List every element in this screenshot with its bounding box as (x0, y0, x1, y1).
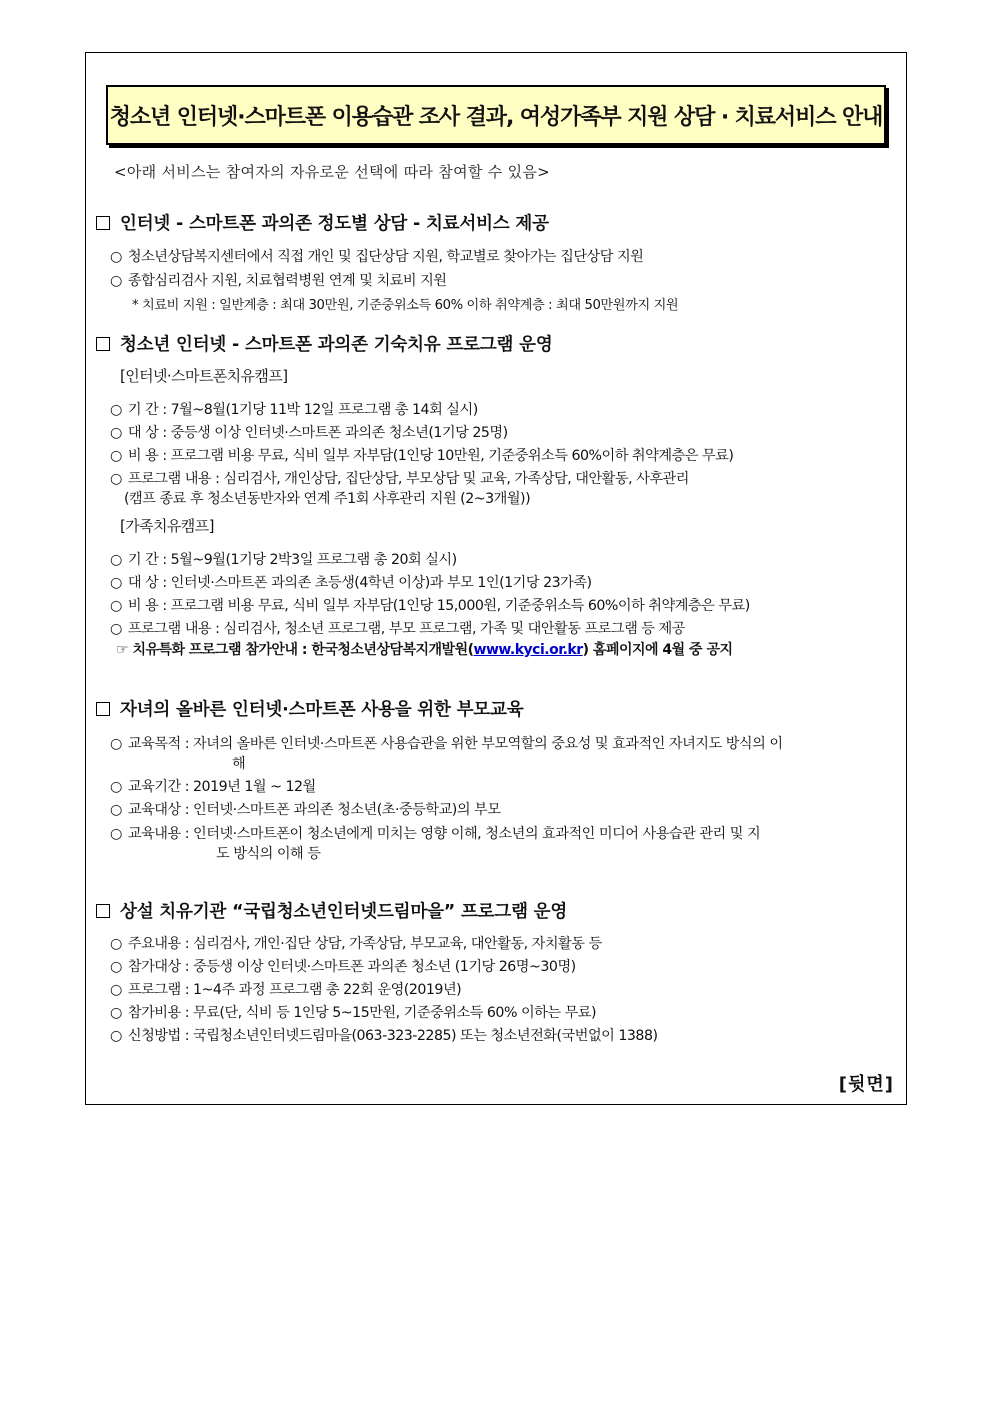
circle-bullet-icon: ○ (110, 402, 122, 418)
list-item: ○ 교육내용 : 인터넷·스마트폰이 청소년에게 미치는 영향 이해, 청소년의 효과적인 미디어 사용습관 관리 및 지 (110, 826, 761, 842)
circle-bullet-icon: ○ (110, 273, 122, 289)
list-item: ○ 청소년상담복지센터에서 직접 개인 및 집단상담 지원, 학교별로 찾아가는 집단상담 지원 (110, 249, 644, 265)
list-item: ○ 대 상 : 인터넷·스마트폰 과의존 초등생(4학년 이상)과 부모 1인(1기당 23가족) (110, 575, 592, 591)
checkbox-square-icon (96, 904, 110, 918)
circle-bullet-icon: ○ (110, 471, 122, 487)
list-item: ○ 참가비용 : 무료(단, 식비 등 1인당 5~15만원, 기준중위소득 60% 이하는 무료) (110, 1005, 597, 1021)
checkbox-square-icon (96, 337, 110, 351)
list-item: ○ 주요내용 : 심리검사, 개인·집단 상담, 가족상담, 부모교육, 대안활동, 자치활동 등 (110, 936, 602, 952)
camp-label-internet: [인터넷·스마트폰치유캠프] (120, 367, 288, 385)
circle-bullet-icon: ○ (110, 575, 122, 591)
circle-bullet-icon: ○ (110, 826, 122, 842)
list-item: ○ 교육대상 : 인터넷·스마트폰 과의존 청소년(초·중등학교)의 부모 (110, 802, 501, 818)
circle-bullet-icon: ○ (110, 1028, 122, 1044)
circle-bullet-icon: ○ (110, 936, 122, 952)
checkbox-square-icon (96, 216, 110, 230)
camp-label-family: [가족치유캠프] (120, 517, 214, 535)
circle-bullet-icon: ○ (110, 982, 122, 998)
back-page-label: [뒷면] (838, 1074, 894, 1095)
circle-bullet-icon: ○ (110, 621, 122, 637)
circle-bullet-icon: ○ (110, 959, 122, 975)
list-item: ○ 종합심리검사 지원, 치료협력병원 연계 및 치료비 지원 (110, 273, 447, 289)
circle-bullet-icon: ○ (110, 552, 122, 568)
list-item: ○ 참가대상 : 중등생 이상 인터넷·스마트폰 과의존 청소년 (1기당 26명~30명) (110, 959, 576, 975)
list-item: ○ 대 상 : 중등생 이상 인터넷·스마트폰 과의존 청소년(1기당 25명) (110, 425, 508, 441)
pointing-hand-icon: ☞ (116, 642, 129, 658)
section-heading-parent-education: 자녀의 올바른 인터넷·스마트폰 사용을 위한 부모교육 (96, 696, 523, 721)
program-info-notice: ☞ 치유특화 프로그램 참가안내 : 한국청소년상담복지개발원(www.kyci.or.kr) 홈페이지에 4월 중 공지 (116, 642, 733, 658)
section-heading-dream-village: 상설 치유기관 “국립청소년인터넷드림마을” 프로그램 운영 (96, 898, 567, 923)
list-item: ○ 프로그램 내용 : 심리검사, 청소년 프로그램, 부모 프로그램, 가족 및 대안활동 프로그램 등 제공 (110, 621, 685, 637)
list-item: ○ 교육목적 : 자녀의 올바른 인터넷·스마트폰 사용습관을 위한 부모역할의 중요성 및 효과적인 자녀지도 방식의 이 (110, 736, 783, 752)
page-title: 청소년 인터넷·스마트폰 이용습관 조사 결과, 여성가족부 지원 상담 · 치료서비스 안내 (106, 85, 886, 145)
circle-bullet-icon: ○ (110, 448, 122, 464)
participation-notice: <아래 서비스는 참여자의 자유로운 선택에 따라 참여할 수 있음> (114, 163, 551, 181)
circle-bullet-icon: ○ (110, 598, 122, 614)
section-heading-residential-program: 청소년 인터넷 - 스마트폰 과의존 기숙치유 프로그램 운영 (96, 331, 553, 356)
list-item-continuation: 도 방식의 이해 등 (216, 846, 321, 862)
list-item-continuation: 해 (232, 756, 246, 772)
section-heading-counseling: 인터넷 - 스마트폰 과의존 정도별 상담 - 치료서비스 제공 (96, 210, 549, 235)
list-item: ○ 기 간 : 5월~9월(1기당 2박3일 프로그램 총 20회 실시) (110, 552, 457, 568)
kyci-website-link[interactable]: www.kyci.or.kr (473, 642, 583, 658)
list-item: ○ 비 용 : 프로그램 비용 무료, 식비 일부 자부담(1인당 15,000원, 기준중위소득 60%이하 취약계층은 무료) (110, 598, 750, 614)
list-item: ○ 프로그램 : 1~4주 과정 프로그램 총 22회 운영(2019년) (110, 982, 462, 998)
treatment-cost-note: * 치료비 지원 : 일반계층 : 최대 30만원, 기준중위소득 60% 이하 취약계층 : 최대 50만원까지 지원 (132, 298, 679, 313)
circle-bullet-icon: ○ (110, 736, 122, 752)
list-item: ○ 기 간 : 7월~8월(1기당 11박 12일 프로그램 총 14회 실시) (110, 402, 478, 418)
list-item: ○ 프로그램 내용 : 심리검사, 개인상담, 집단상담, 부모상담 및 교육, 가족상담, 대안활동, 사후관리 (110, 471, 689, 487)
circle-bullet-icon: ○ (110, 249, 122, 265)
circle-bullet-icon: ○ (110, 1005, 122, 1021)
checkbox-square-icon (96, 702, 110, 716)
list-item: ○ 신청방법 : 국립청소년인터넷드림마을(063-323-2285) 또는 청소년전화(국번없이 1388) (110, 1028, 658, 1044)
circle-bullet-icon: ○ (110, 425, 122, 441)
list-item-continuation: (캠프 종료 후 청소년동반자와 연계 주1회 사후관리 지원 (2~3개월)) (124, 491, 531, 507)
circle-bullet-icon: ○ (110, 802, 122, 818)
list-item: ○ 비 용 : 프로그램 비용 무료, 식비 일부 자부담(1인당 10만원, 기준중위소득 60%이하 취약계층은 무료) (110, 448, 734, 464)
document-frame (85, 52, 907, 1105)
list-item: ○ 교육기간 : 2019년 1월 ~ 12월 (110, 779, 316, 795)
circle-bullet-icon: ○ (110, 779, 122, 795)
